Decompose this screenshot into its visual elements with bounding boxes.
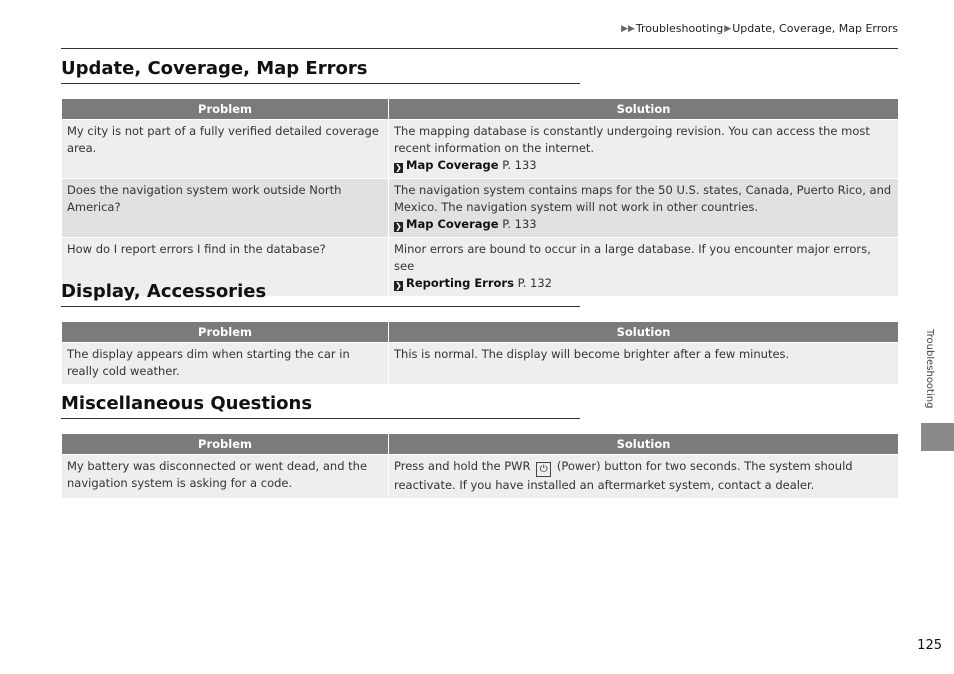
problem-cell: My battery was disconnected or went dead, and the navigation system is asking for a code. (62, 455, 389, 499)
problem-column-header: Problem (62, 322, 389, 343)
table-row (62, 343, 899, 385)
reference-link[interactable] (394, 158, 537, 172)
solution-cell: This is normal. The display will become brighter after a few minutes. (389, 343, 899, 385)
misc-questions-table (61, 433, 899, 499)
reference-title: Reporting Errors (406, 276, 514, 290)
problem-cell: The display appears dim when starting the car in really cold weather. (62, 343, 389, 385)
cross-reference-icon: ❯ (395, 281, 402, 290)
breadcrumb-arrow-icon: ▶ (724, 23, 732, 34)
solution-column-header: Solution (389, 434, 899, 455)
table-row (62, 179, 899, 238)
table-header-row (62, 322, 899, 343)
solution-column-header: Solution (389, 99, 899, 120)
problem-column-header: Problem (62, 434, 389, 455)
reference-page: P. 133 (502, 158, 537, 172)
reference-page: P. 133 (502, 217, 537, 231)
table-row (62, 455, 899, 499)
section-title-update-coverage: Update, Coverage, Map Errors (61, 58, 580, 84)
solution-text-after: (Power) button for two seconds. The system should reactivate. If you have installed an aftermarket system, contact a dealer. (394, 459, 853, 492)
solution-text: The mapping database is constantly undergoing revision. You can access the most recent information on the internet. (394, 124, 870, 155)
power-icon: ⏻ (536, 462, 551, 477)
breadcrumb-arrow-icon: ▶▶ (621, 23, 635, 34)
breadcrumb-item-troubleshooting[interactable]: Troubleshooting (635, 22, 724, 35)
breadcrumb (620, 22, 898, 35)
problem-column-header: Problem (62, 99, 389, 120)
table-row (62, 120, 899, 179)
section-title-misc-questions: Miscellaneous Questions (61, 393, 580, 419)
reference-link[interactable] (394, 217, 537, 231)
solution-cell (389, 179, 899, 238)
problem-cell: Does the navigation system work outside North America? (62, 179, 389, 238)
section-title-display-accessories: Display, Accessories (61, 281, 580, 307)
cross-reference-icon: ❯ (395, 163, 402, 172)
side-tab-label: Troubleshooting (924, 329, 935, 409)
solution-column-header: Solution (389, 322, 899, 343)
problem-cell: My city is not part of a fully verified detailed coverage area. (62, 120, 389, 179)
table-header-row (62, 434, 899, 455)
page-number: 125 (917, 638, 942, 653)
update-coverage-table (61, 98, 899, 297)
solution-text: Minor errors are bound to occur in a large database. If you encounter major errors, see (394, 242, 871, 273)
top-divider (61, 48, 898, 49)
solution-text-before: Press and hold the PWR (394, 459, 531, 473)
display-accessories-table (61, 321, 899, 385)
solution-text: The navigation system contains maps for the 50 U.S. states, Canada, Puerto Rico, and Mexico. The navigation system will not work in other countries. (394, 183, 892, 214)
solution-cell (389, 120, 899, 179)
cross-reference-icon: ❯ (395, 222, 402, 231)
problem-cell: How do I report errors I find in the database? (62, 238, 389, 297)
reference-page: P. 132 (517, 276, 552, 290)
table-header-row (62, 99, 899, 120)
reference-title: Map Coverage (406, 217, 499, 231)
side-tab-marker[interactable] (921, 423, 954, 451)
solution-cell (389, 455, 899, 499)
reference-title: Map Coverage (406, 158, 499, 172)
breadcrumb-item-current: Update, Coverage, Map Errors (732, 22, 898, 35)
